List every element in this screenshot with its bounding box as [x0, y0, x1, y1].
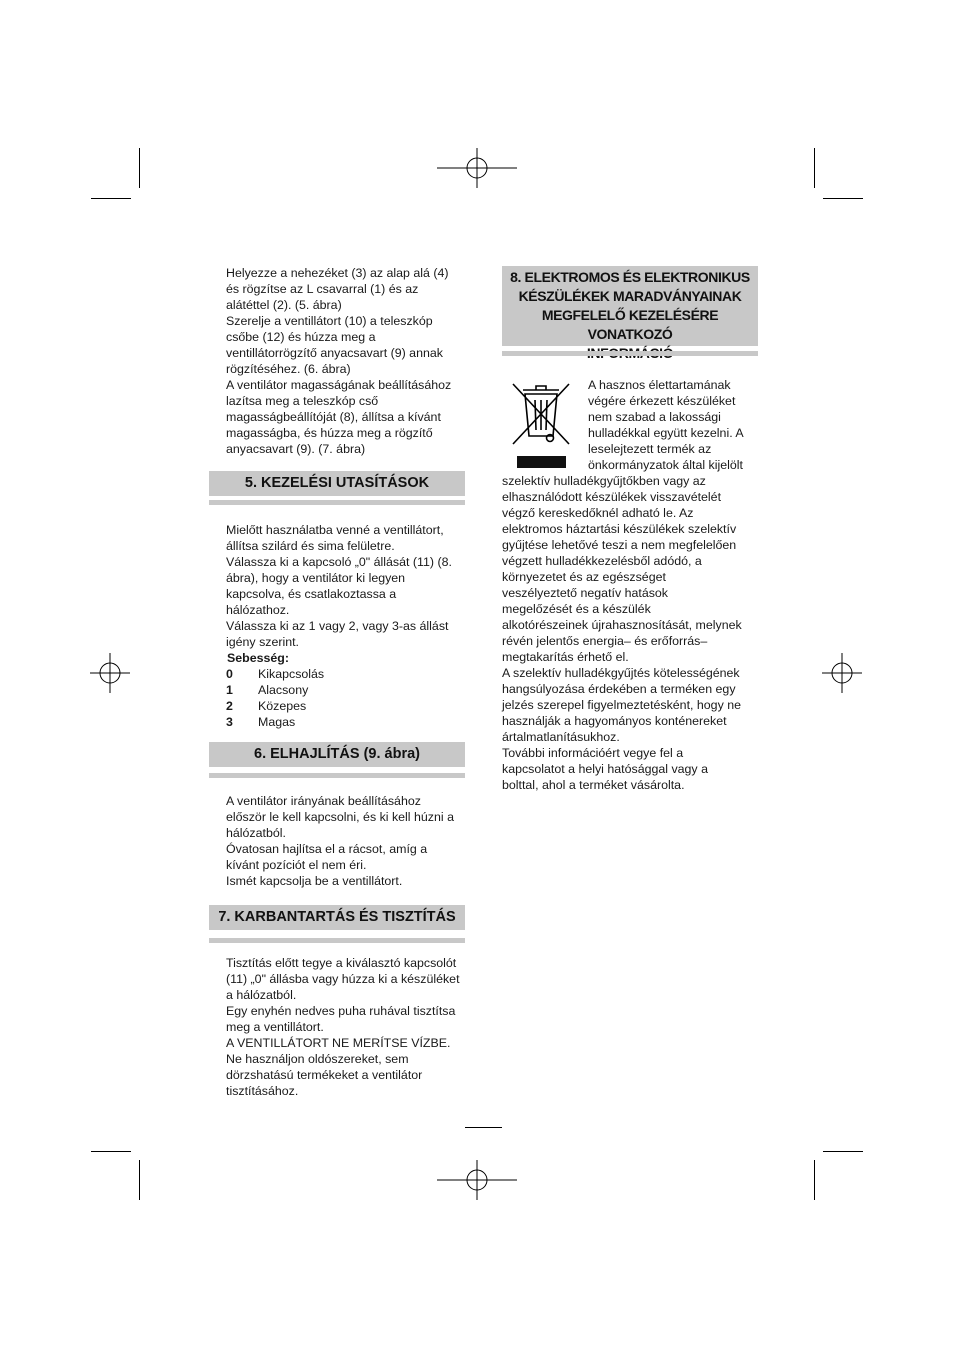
speed-row: [226, 698, 306, 714]
text-line: önkormányzatok által kijelölt: [588, 458, 743, 472]
heading-line: MEGFELELŐ KEZELÉSÉRE VONATKOZÓ: [541, 307, 719, 342]
text-line: hálózathoz.: [226, 603, 290, 617]
text-line: kívánt pozíciót el nem éri.: [226, 858, 367, 872]
text-line: Tisztítás előtt tegye a kiválasztó kapcsolót: [226, 956, 457, 970]
text-line: Egy enyhén nedves puha ruhával tisztítsa: [226, 1004, 456, 1018]
text-line: rögzítéséhez. (6. ábra): [226, 362, 351, 376]
text-line: szelektív hulladékgyűjtőkben vagy az: [502, 474, 706, 488]
text-line: leselejtezett termék az: [588, 442, 712, 456]
text-line: Szerelje a ventillátort (10) a teleszkóp: [226, 314, 433, 328]
text-line: Ismét kapcsolja be a ventillátort.: [226, 874, 403, 888]
speed-number: 1: [226, 683, 233, 697]
text-line: végére érkezett készüléket: [588, 394, 736, 408]
text-line: anyacsavart (9). (7. ábra): [226, 442, 366, 456]
text-line: A szelektív hulladékgyűjtés kötelességének: [502, 666, 740, 680]
text-line: állítsa szilárd és sima felületre.: [226, 539, 395, 553]
text-line: veszélyeztető negatív hatások: [502, 586, 668, 600]
crop-mark: [814, 148, 815, 188]
text-line: A ventilátor irányának beállításához: [226, 794, 421, 808]
text-line: tisztításához.: [226, 1084, 299, 1098]
text-line: lazítsa meg a teleszkóp cső: [226, 394, 379, 408]
section-7-text: [226, 955, 471, 1099]
text-line: használják a hagyományos konténereket: [502, 714, 727, 728]
text-line: Ne használjon oldószereket, sem: [226, 1052, 409, 1066]
text-line: magasságbeállítóját (8), állítsa a kívánt: [226, 410, 441, 424]
registration-mark-right: [822, 653, 862, 693]
crossed-out-wheelie-bin-icon: [509, 378, 573, 470]
crop-mark: [91, 1151, 131, 1152]
speed-label: Sebesség:: [227, 651, 289, 665]
text-line: és rögzítse az L csavarral (1) és az: [226, 282, 419, 296]
text-line: ártalmatlanításukhoz.: [502, 730, 620, 744]
text-line: További információért vegye fel a: [502, 746, 684, 760]
section-8-heading: [502, 266, 758, 346]
speed-number: 0: [226, 667, 233, 681]
registration-mark-bottom: [437, 1160, 517, 1200]
text-line: végzett hulladékkezelésből adódó, a: [502, 554, 702, 568]
crop-mark: [814, 1160, 815, 1200]
text-line: Válassza ki a kapcsoló „0" állását (11) (8.: [226, 555, 452, 569]
text-line: hulladékkal együtt kezelni. A: [588, 426, 744, 440]
speed-number: 2: [226, 699, 233, 713]
text-line: igény szerint.: [226, 635, 300, 649]
text-line: gyűjtése lehetővé teszi a nem megfelelően: [502, 538, 737, 552]
crop-mark: [139, 148, 140, 188]
text-line: végző kereskedőknél adható le. Az: [502, 506, 694, 520]
text-line: Óvatosan hajlítsa el a rácsot, amíg a: [226, 842, 428, 856]
section-6-heading: 6. ELHAJLÍTÁS (9. ábra): [209, 742, 465, 767]
text-line: kapcsolatot a helyi hatósággal vagy a: [502, 762, 708, 776]
text-line: a hálózatból.: [226, 988, 297, 1002]
crop-mark: [823, 198, 863, 199]
section-8-side-text: [588, 377, 763, 473]
text-line: (11) „0" állásba vagy húzza ki a készüléket: [226, 972, 460, 986]
section-6-text: [226, 793, 471, 889]
section-8-text: [502, 473, 764, 793]
speed-row: [226, 682, 308, 698]
text-line: dörzshatású termékeket a ventilátor: [226, 1068, 423, 1082]
heading-line: KÉSZÜLÉKEK MARADVÁNYAINAK: [518, 288, 742, 304]
text-line: nem szabad a lakossági: [588, 410, 721, 424]
text-line: ventillátorrögzítő anyacsavart (9) annak: [226, 346, 443, 360]
speed-name: Közepes: [258, 699, 307, 713]
text-line: révén jelentős energia– és erőforrás–: [502, 634, 708, 648]
text-line: először le kell kapcsolni, és ki kell húzni a: [226, 810, 454, 824]
text-line: ábra), hogy a ventilátor ki legyen: [226, 571, 406, 585]
speed-row: [226, 714, 295, 730]
speed-row: [226, 666, 324, 682]
text-line: A hasznos élettartamának: [588, 378, 731, 392]
section-divider: [209, 938, 465, 943]
crop-mark: [139, 1160, 140, 1200]
text-line: A VENTILLÁTORT NE MERÍTSE VÍZBE.: [226, 1036, 451, 1050]
text-line: jelzés szerepel figyelmeztetésként, hogy ne: [502, 698, 741, 712]
text-line: elhasználódott készülékek visszavételét: [502, 490, 722, 504]
crop-mark: [823, 1151, 863, 1152]
text-line: meg a ventillátort.: [226, 1020, 324, 1034]
speed-name: Magas: [258, 715, 296, 729]
text-line: elektromos háztartási készülékek szelektív: [502, 522, 737, 536]
heading-line: 8. ELEKTROMOS ÉS ELEKTRONIKUS: [510, 269, 750, 285]
text-line: kapcsolva, és csatlakoztassa a: [226, 587, 397, 601]
text-line: alátéttel (2). (5. ábra): [226, 298, 342, 312]
text-line: Mielőtt használatba venné a ventillátort,: [226, 523, 444, 537]
text-line: A ventilátor magasságának beállításához: [226, 378, 452, 392]
text-line: hálózatból.: [226, 826, 286, 840]
text-line: magasságba, és húzza meg a rögzítő: [226, 426, 433, 440]
text-line: Helyezze a nehezéket (3) az alap alá (4): [226, 266, 449, 280]
speed-name: Kikapcsolás: [258, 667, 325, 681]
section-divider: [209, 773, 465, 778]
section-5-text: [226, 522, 471, 650]
section-divider: [502, 351, 758, 356]
text-line: Válassza ki az 1 vagy 2, vagy 3-as állást: [226, 619, 449, 633]
text-line: megtakarítás érhető el.: [502, 650, 629, 664]
section-7-heading: 7. KARBANTARTÁS ÉS TISZTÍTÁS: [209, 905, 465, 930]
registration-mark-top: [437, 148, 517, 188]
registration-mark-left: [90, 653, 130, 693]
speed-name: Alacsony: [258, 683, 309, 697]
text-line: bolttal, ahol a terméket vásárolta.: [502, 778, 685, 792]
section-divider: [209, 500, 465, 505]
crop-mark: [91, 198, 131, 199]
text-line: megelőzését és a készülék: [502, 602, 651, 616]
intro-text: [226, 265, 471, 457]
page-rule: [465, 1127, 502, 1128]
speed-number: 3: [226, 715, 233, 729]
text-line: hangsúlyozása érdekében a terméken egy: [502, 682, 736, 696]
text-line: csőbe (12) és húzza meg a: [226, 330, 376, 344]
text-line: alkotórészeinek újrahasznosítását, melynek: [502, 618, 742, 632]
section-5-heading: 5. KEZELÉSI UTASÍTÁSOK: [209, 471, 465, 496]
text-line: környezetet és az egészséget: [502, 570, 666, 584]
